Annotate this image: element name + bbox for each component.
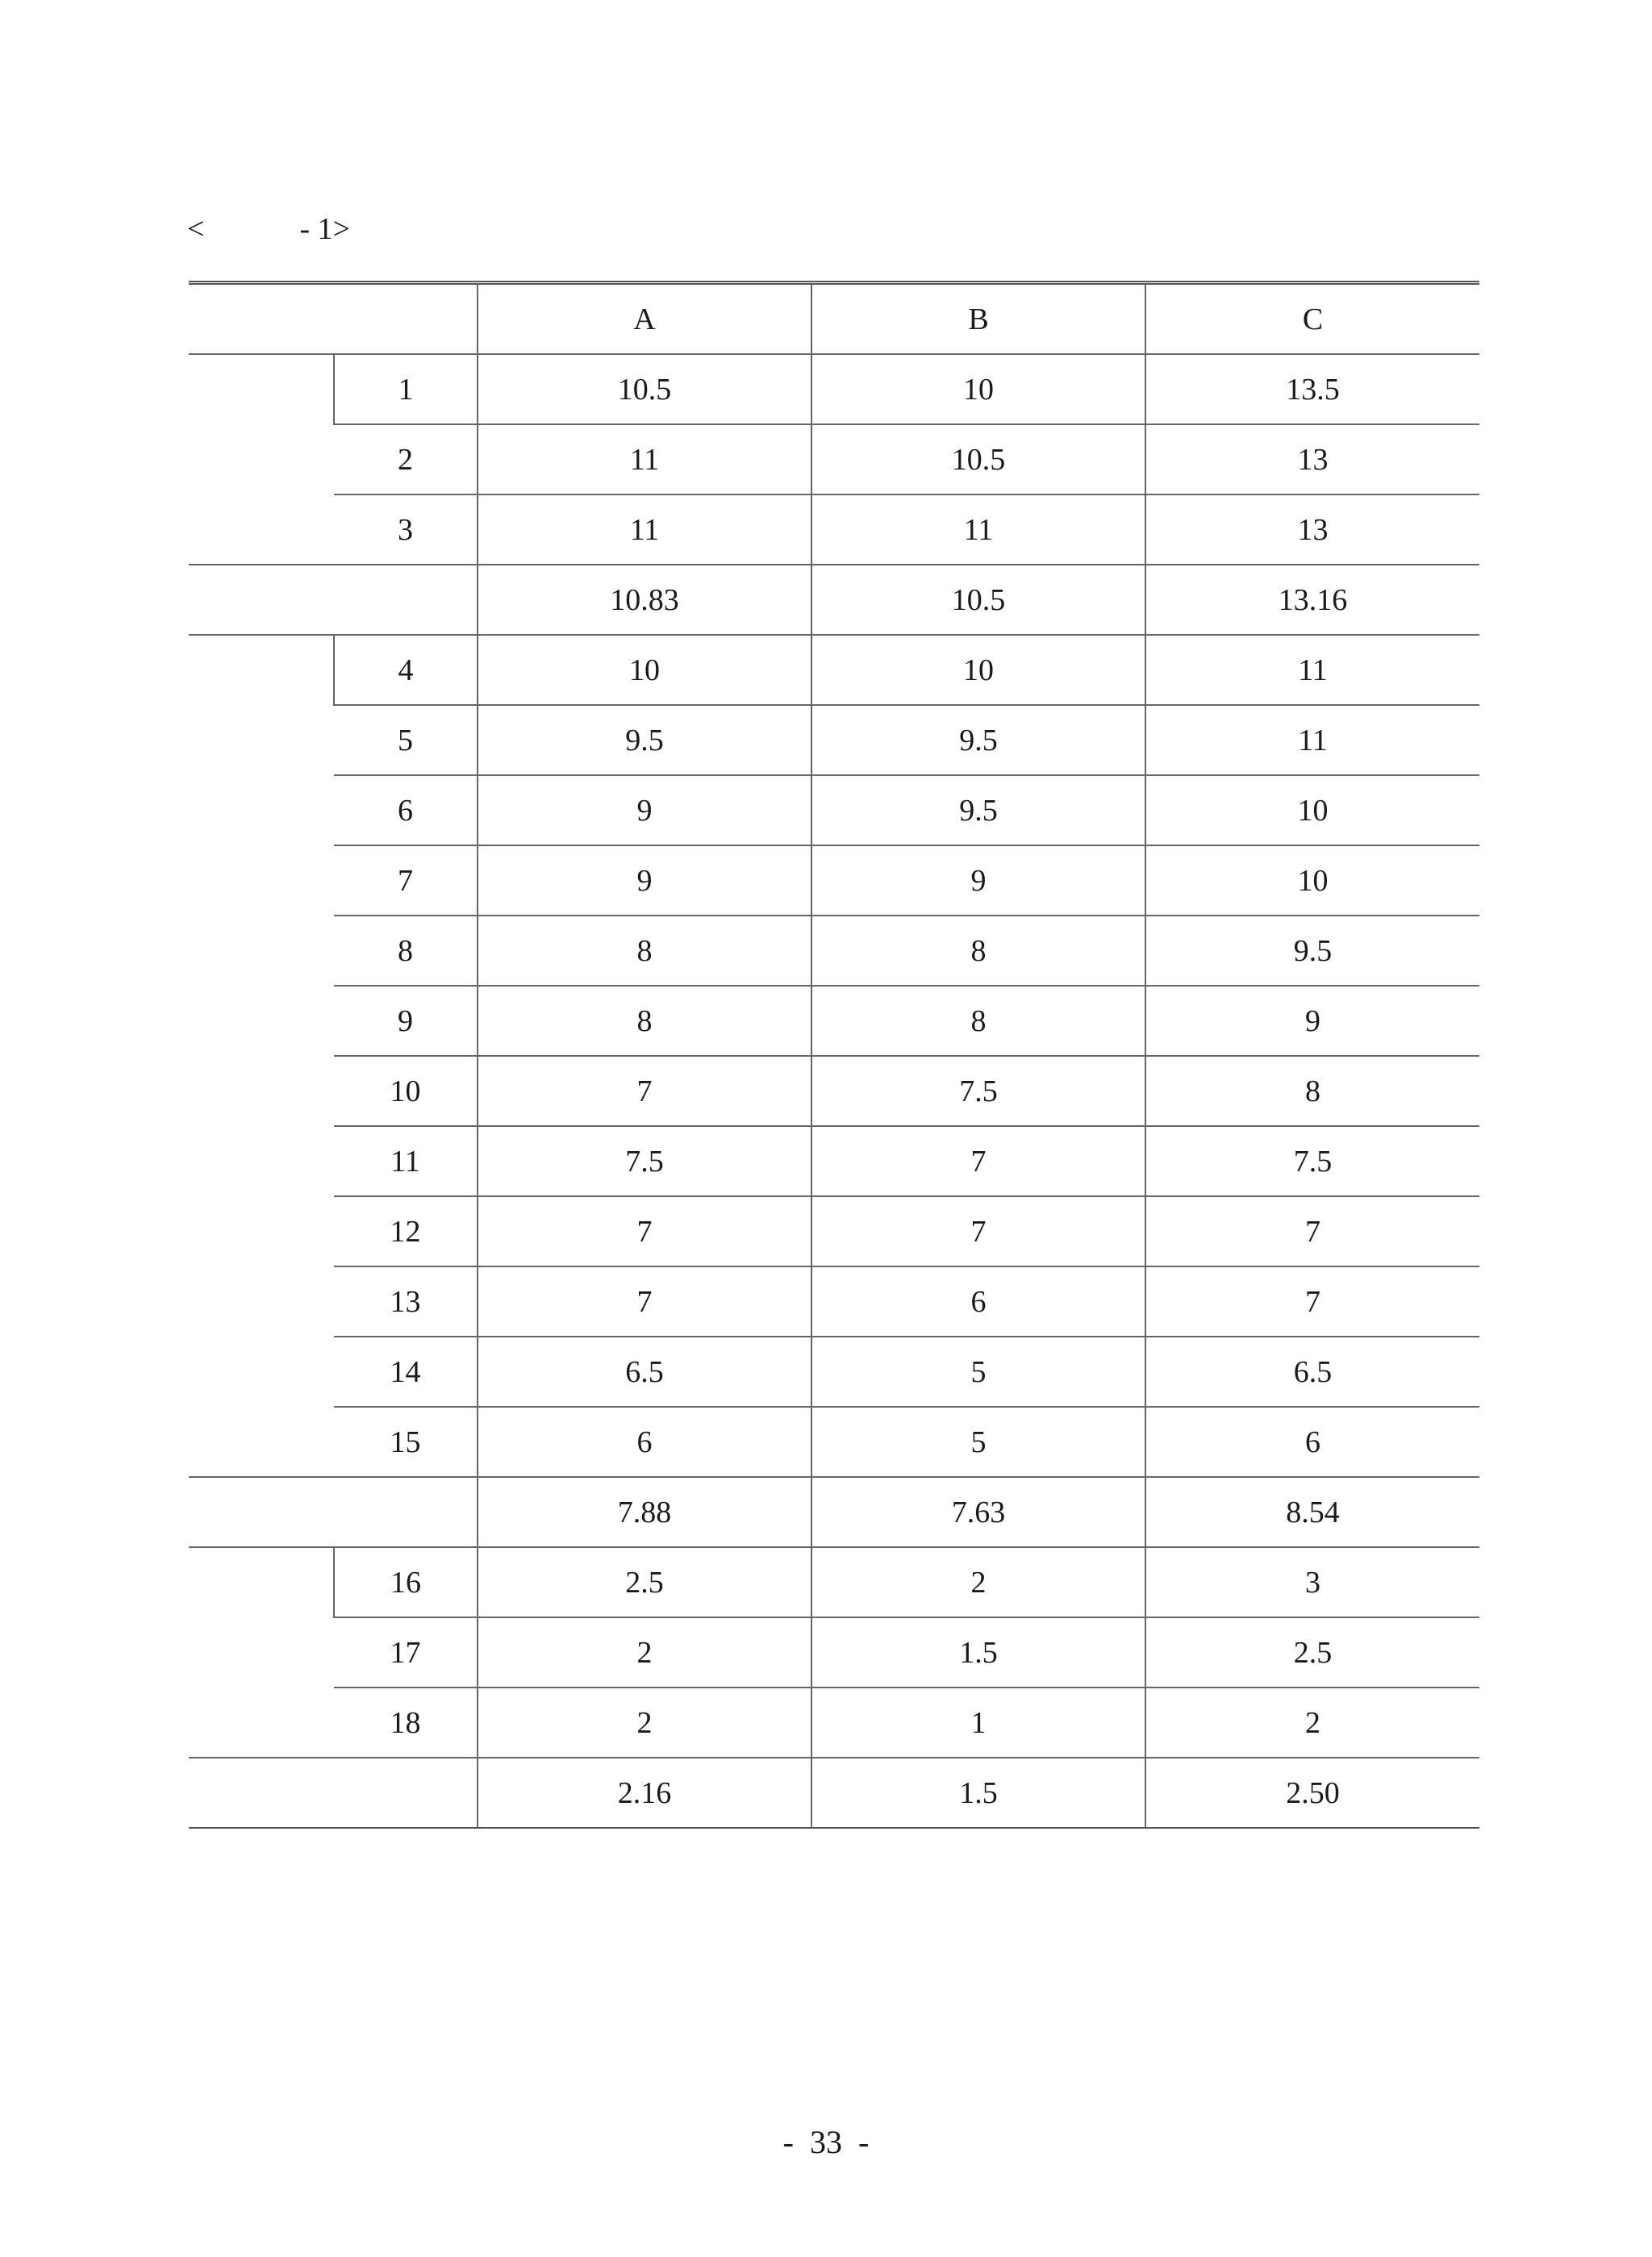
row-number-cell: 13 [334, 1266, 478, 1337]
row-number-cell: 10 [334, 1056, 478, 1126]
summary-row [189, 565, 1479, 635]
value-cell: 5 [811, 1407, 1145, 1477]
data-table [189, 281, 1479, 1829]
value-cell: 7.5 [811, 1056, 1145, 1126]
row-number-cell: 2 [334, 424, 478, 494]
table-row [189, 1547, 1479, 1617]
value-cell: 1 [811, 1688, 1145, 1758]
value-cell: 6.5 [478, 1337, 811, 1407]
summary-value-cell: 1.5 [811, 1758, 1145, 1828]
value-cell: 3 [1145, 1547, 1479, 1617]
table-body [189, 354, 1479, 1828]
value-cell: 13 [1145, 494, 1479, 565]
value-cell: 7 [811, 1126, 1145, 1196]
value-cell: 8 [478, 986, 811, 1056]
value-cell: 7 [1145, 1266, 1479, 1337]
value-cell: 11 [1145, 705, 1479, 775]
value-cell: 9 [478, 775, 811, 845]
row-number-cell: 16 [334, 1547, 478, 1617]
value-cell: 6 [811, 1266, 1145, 1337]
summary-value-cell: 2.50 [1145, 1758, 1479, 1828]
row-number-cell: 12 [334, 1196, 478, 1266]
table-row [189, 1337, 1479, 1407]
summary-row [189, 1477, 1479, 1547]
table-row [189, 635, 1479, 705]
row-number-cell: 17 [334, 1617, 478, 1688]
value-cell: 2 [478, 1688, 811, 1758]
table-row [189, 1407, 1479, 1477]
value-cell: 8 [1145, 1056, 1479, 1126]
value-cell: 9.5 [1145, 916, 1479, 986]
value-cell: 7 [478, 1266, 811, 1337]
table-row [189, 916, 1479, 986]
header-cell-a: A [478, 283, 811, 355]
summary-value-cell: 7.88 [478, 1477, 811, 1547]
summary-value-cell: 2.16 [478, 1758, 811, 1828]
caption-label: - 1> [299, 212, 351, 246]
value-cell: 8 [811, 916, 1145, 986]
header-cell-c: C [1145, 283, 1479, 355]
table-row [189, 775, 1479, 845]
row-number-cell: 4 [334, 635, 478, 705]
table-row [189, 1266, 1479, 1337]
header-blank-cell [189, 283, 478, 355]
value-cell: 7.5 [1145, 1126, 1479, 1196]
value-cell: 9 [478, 845, 811, 916]
value-cell: 2 [1145, 1688, 1479, 1758]
row-number-cell: 5 [334, 705, 478, 775]
row-number-cell: 6 [334, 775, 478, 845]
value-cell: 8 [811, 986, 1145, 1056]
table-row [189, 1688, 1479, 1758]
row-number-cell: 9 [334, 986, 478, 1056]
value-cell: 6 [1145, 1407, 1479, 1477]
value-cell: 13.5 [1145, 354, 1479, 424]
table-row [189, 354, 1479, 424]
summary-value-cell: 13.16 [1145, 565, 1479, 635]
page-number: - 33 - [782, 2124, 870, 2160]
table-row [189, 705, 1479, 775]
value-cell: 1.5 [811, 1617, 1145, 1688]
value-cell: 10 [1145, 845, 1479, 916]
value-cell: 8 [478, 916, 811, 986]
value-cell: 5 [811, 1337, 1145, 1407]
summary-label-cell [189, 1477, 478, 1547]
table-row [189, 494, 1479, 565]
table-row [189, 1617, 1479, 1688]
value-cell: 13 [1145, 424, 1479, 494]
row-number-cell: 7 [334, 845, 478, 916]
value-cell: 2 [811, 1547, 1145, 1617]
table-row [189, 1126, 1479, 1196]
row-number-cell: 15 [334, 1407, 478, 1477]
group-label-cell [189, 1547, 334, 1758]
value-cell: 7 [811, 1196, 1145, 1266]
value-cell: 2 [478, 1617, 811, 1688]
row-number-cell: 18 [334, 1688, 478, 1758]
table-row [189, 1056, 1479, 1126]
value-cell: 2.5 [1145, 1617, 1479, 1688]
table-caption [187, 211, 350, 247]
summary-value-cell: 7.63 [811, 1477, 1145, 1547]
value-cell: 2.5 [478, 1547, 811, 1617]
value-cell: 11 [811, 494, 1145, 565]
summary-row [189, 1758, 1479, 1828]
row-number-cell: 14 [334, 1337, 478, 1407]
value-cell: 7 [1145, 1196, 1479, 1266]
row-number-cell: 3 [334, 494, 478, 565]
value-cell: 9 [811, 845, 1145, 916]
value-cell: 6 [478, 1407, 811, 1477]
header-row [189, 283, 1479, 355]
row-number-cell: 8 [334, 916, 478, 986]
value-cell: 9.5 [811, 775, 1145, 845]
summary-value-cell: 8.54 [1145, 1477, 1479, 1547]
table-row [189, 1196, 1479, 1266]
value-cell: 10.5 [478, 354, 811, 424]
table-row [189, 424, 1479, 494]
summary-label-cell [189, 1758, 478, 1828]
value-cell: 10 [1145, 775, 1479, 845]
table-row [189, 986, 1479, 1056]
value-cell: 7 [478, 1056, 811, 1126]
value-cell: 11 [478, 424, 811, 494]
value-cell: 11 [478, 494, 811, 565]
group-label-cell [189, 354, 334, 565]
summary-value-cell: 10.5 [811, 565, 1145, 635]
row-number-cell: 11 [334, 1126, 478, 1196]
header-cell-b: B [811, 283, 1145, 355]
value-cell: 7 [478, 1196, 811, 1266]
value-cell: 6.5 [1145, 1337, 1479, 1407]
summary-value-cell: 10.83 [478, 565, 811, 635]
value-cell: 10.5 [811, 424, 1145, 494]
row-number-cell: 1 [334, 354, 478, 424]
value-cell: 7.5 [478, 1126, 811, 1196]
group-label-cell [189, 635, 334, 1477]
value-cell: 10 [478, 635, 811, 705]
value-cell: 10 [811, 354, 1145, 424]
value-cell: 9.5 [811, 705, 1145, 775]
value-cell: 9.5 [478, 705, 811, 775]
value-cell: 10 [811, 635, 1145, 705]
summary-label-cell [189, 565, 478, 635]
value-cell: 11 [1145, 635, 1479, 705]
caption-open-bracket: < [187, 212, 205, 246]
value-cell: 9 [1145, 986, 1479, 1056]
table-row [189, 845, 1479, 916]
